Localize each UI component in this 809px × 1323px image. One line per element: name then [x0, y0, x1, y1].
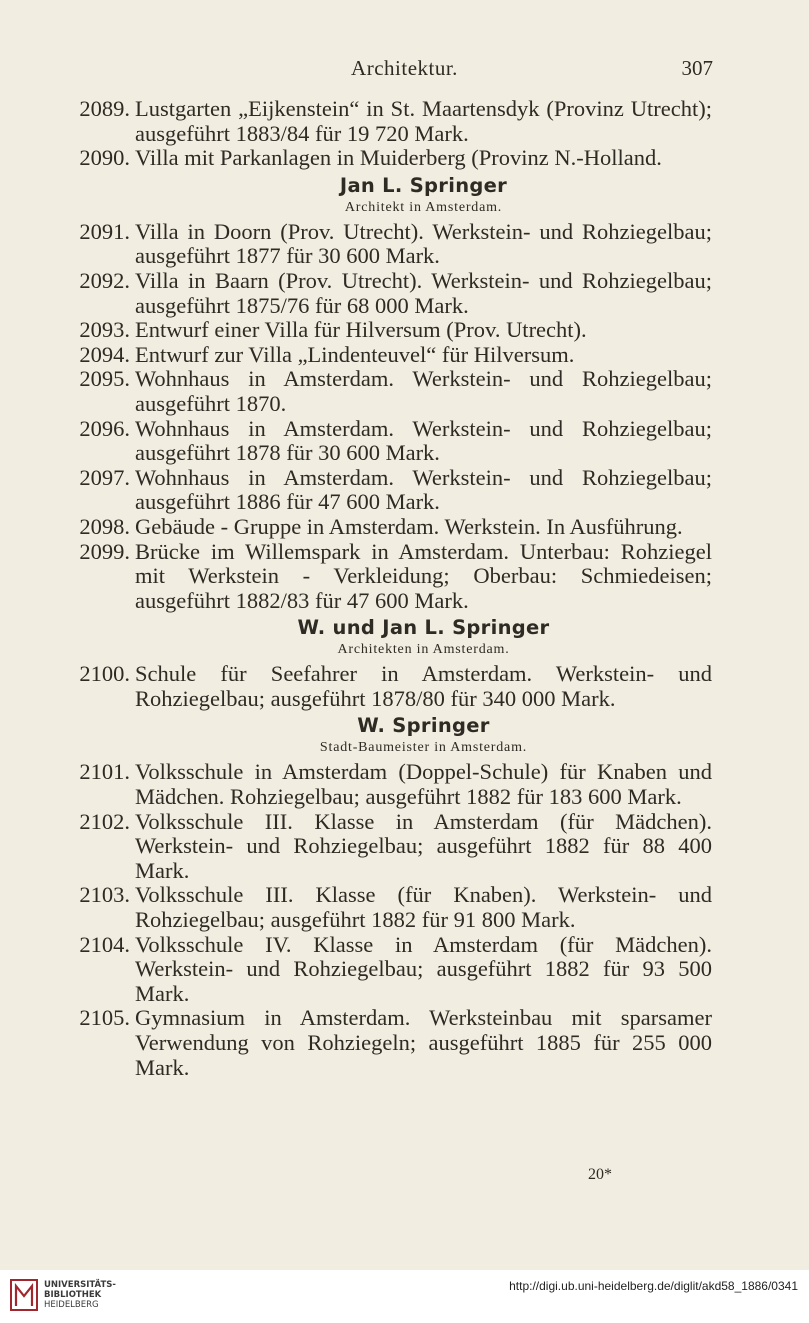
- entry-text: Brücke im Willemspark in Amsterdam. Unterbau: Rohziegel mit Werkstein - Verkleidung; Oberbau: Schmiedeisen; ausgeführt 1882/83 für 47 600 Mark.: [135, 538, 712, 613]
- entry-number: 2091.: [79, 218, 130, 244]
- entry-number: 2100.: [79, 661, 130, 687]
- catalog-entry: [60, 220, 712, 269]
- entry-text: Volksschule in Amsterdam (Doppel-Schule) für Knaben und Mädchen. Rohziegelbau; ausgeführt 1882 für 183 600 Mark.: [135, 759, 712, 810]
- entry-text: Wohnhaus in Amsterdam. Werkstein- und Rohziegelbau; ausgeführt 1878 für 30 600 Mark.: [135, 415, 712, 466]
- catalog-entry: [60, 662, 712, 711]
- entry-number: 2102.: [79, 808, 130, 834]
- entry-number: 2097.: [79, 464, 130, 490]
- architect-role: Architekten in Amsterdam.: [337, 642, 510, 658]
- catalog-entry: [60, 515, 712, 540]
- catalog-entry: [60, 269, 712, 318]
- entry-text: Gymnasium in Amsterdam. Werksteinbau mit sparsamer Verwendung von Rohziegeln; ausgeführt 1885 für 255 000 Mark.: [135, 1005, 712, 1080]
- entry-number: 2092.: [79, 267, 130, 293]
- catalog-entry: [60, 318, 712, 343]
- signature-mark: 20*: [588, 1166, 612, 1183]
- entry-number: 2098.: [79, 513, 130, 539]
- entry-text: Volksschule III. Klasse in Amsterdam (für Mädchen). Werkstein- und Rohziegelbau; ausgeführt 1882 für 88 400 Mark.: [135, 808, 712, 883]
- running-title: Architektur.: [351, 56, 458, 80]
- entry-text: Entwurf zur Villa „Lindenteuvel“ für Hilversum.: [135, 341, 575, 367]
- architect-heading: W. und Jan L. Springer: [297, 616, 550, 640]
- entry-text: Lustgarten „Eijkenstein“ in St. Maartensdyk (Provinz Utrecht); ausgeführt 1883/84 für 19 720 Mark.: [135, 96, 712, 146]
- catalog-entry: [60, 1006, 712, 1080]
- entry-number: 2093.: [79, 317, 130, 343]
- catalog-entry: [60, 146, 712, 171]
- entry-text: Wohnhaus in Amsterdam. Werkstein- und Rohziegelbau; ausgeführt 1870.: [135, 366, 712, 416]
- catalog-entry: [60, 933, 712, 1007]
- catalog-entry: [60, 760, 712, 809]
- architect-role: Stadt-Baumeister in Amsterdam.: [319, 740, 528, 756]
- entry-number: 2105.: [79, 1005, 130, 1031]
- entry-text: Schule für Seefahrer in Amsterdam. Werkstein- und Rohziegelbau; ausgeführt 1878/80 für 340 000 Mark.: [135, 661, 712, 711]
- library-name: UNIVERSITÄTS- BIBLIOTHEK HEIDELBERG: [44, 1280, 116, 1310]
- entry-number: 2103.: [79, 882, 130, 908]
- catalog-entry: [60, 417, 712, 466]
- running-head: [0, 56, 809, 82]
- catalog-entry: [60, 97, 712, 146]
- architect-role: Architekt in Amsterdam.: [344, 199, 503, 215]
- entry-number: 2099.: [79, 538, 130, 564]
- architect-heading: Jan L. Springer: [339, 173, 508, 197]
- university-seal-icon: [9, 1278, 39, 1312]
- digitization-footer: [0, 1270, 809, 1323]
- catalog-entries: [60, 97, 712, 1080]
- entry-number: 2089.: [79, 96, 130, 121]
- catalog-entry: [60, 367, 712, 416]
- entry-text: Entwurf einer Villa für Hilversum (Prov. Utrecht).: [135, 317, 587, 343]
- entry-text: Villa mit Parkanlagen in Muiderberg (Provinz N.-Holland.: [135, 145, 662, 171]
- entry-text: Gebäude - Gruppe in Amsterdam. Werkstein. In Ausführung.: [135, 513, 683, 539]
- entry-number: 2090.: [79, 145, 130, 171]
- catalog-entry: [60, 540, 712, 614]
- entry-text: Volksschule IV. Klasse in Amsterdam (für Mädchen). Werkstein- und Rohziegelbau; ausgeführt 1882 für 93 500 Mark.: [135, 931, 712, 1006]
- architect-heading: W. Springer: [357, 714, 490, 738]
- source-url-link[interactable]: http://digi.ub.uni-heidelberg.de/diglit/akd58_1886/0341: [509, 1279, 798, 1293]
- entry-number: 2101.: [79, 759, 130, 785]
- page-number: 307: [681, 56, 713, 80]
- entry-text: Villa in Baarn (Prov. Utrecht). Werkstein- und Rohziegelbau; ausgeführt 1875/76 für 68 000 Mark.: [135, 267, 712, 318]
- entry-text: Wohnhaus in Amsterdam. Werkstein- und Rohziegelbau; ausgeführt 1886 für 47 600 Mark.: [135, 464, 712, 515]
- entry-number: 2095.: [79, 366, 130, 392]
- entry-text: Volksschule III. Klasse (für Knaben). Werkstein- und Rohziegelbau; ausgeführt 1882 für 91 800 Mark.: [135, 882, 712, 933]
- entry-number: 2096.: [79, 415, 130, 441]
- catalog-entry: [60, 343, 712, 368]
- catalog-entry: [60, 466, 712, 515]
- catalog-entry: [60, 810, 712, 884]
- entry-number: 2094.: [79, 341, 130, 367]
- catalog-entry: [60, 883, 712, 932]
- entry-text: Villa in Doorn (Prov. Utrecht). Werkstein- und Rohziegelbau; ausgeführt 1877 für 30 600 Mark.: [135, 218, 712, 269]
- entry-number: 2104.: [79, 931, 130, 957]
